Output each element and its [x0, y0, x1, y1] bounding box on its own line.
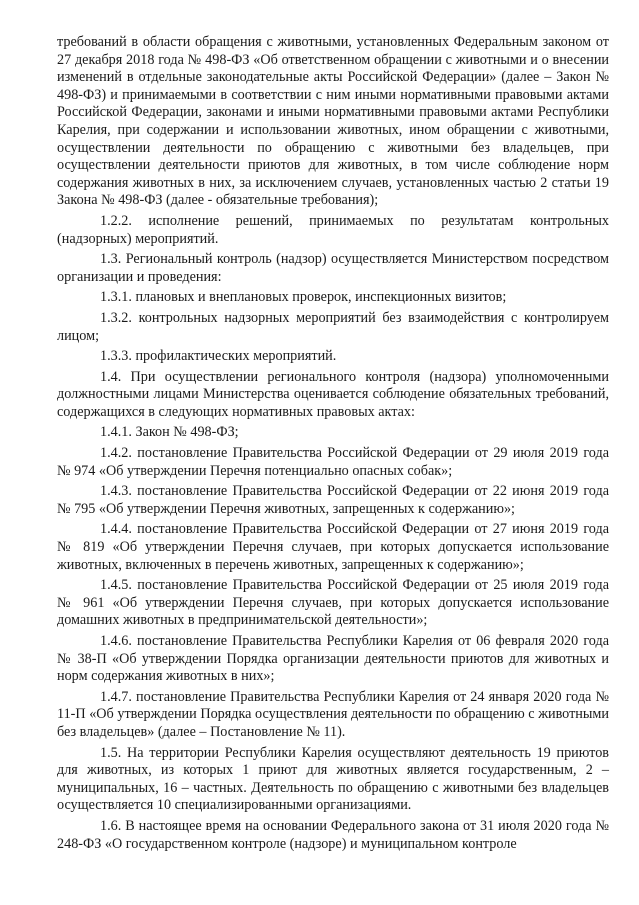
paragraph-obligatory-requirements: требований в области обращения с животными, установленных Федеральным законом от 27 декабря 2018 года № 498-ФЗ «Об ответственном обращении с животными и о внесении изменений в отдельные законодательные акты Российской Федерации» (далее – Закон № 498-ФЗ) и принимаемыми в соответствии с ним иными нормативными правовыми актами Российской Федерации, законами и иными нормативными правовыми актами Республики Карелия, при содержании и использовании животных, ином обращении с животными, осуществлении деятельности по обращению с животными без владельцев, при осуществлении деятельности приютов для животных, в том числе соблюдение норм содержания животных в них, за исключением случаев, установленных частью 2 статьи 19 Закона № 498-ФЗ (далее - обязательные требования); — [57, 34, 609, 209]
paragraph-1-4: 1.4. При осуществлении регионального контроля (надзора) уполномоченными должностными лицами Министерства оценивается соблюдение обязательных требований, содержащихся в следующих нормативных правовых актах: — [57, 368, 609, 420]
paragraph-1-4-2: 1.4.2. постановление Правительства Российской Федерации от 29 июля 2019 года № 974 «Об утверждении Перечня потенциально опасных собак»; — [57, 445, 609, 479]
paragraph-1-6: 1.6. В настоящее время на основании Федерального закона от 31 июля 2020 года № 248-ФЗ «О государственном контроле (надзоре) и муниципальном контроле — [57, 817, 609, 852]
paragraph-1-3: 1.3. Региональный контроль (надзор) осуществляется Министерством посредством организации и проведения: — [57, 251, 609, 285]
paragraph-1-4-3: 1.4.3. постановление Правительства Российской Федерации от 22 июня 2019 года № 795 «Об утверждении Перечня животных, запрещенных к содержанию»; — [57, 483, 609, 517]
paragraph-1-4-7: 1.4.7. постановление Правительства Республики Карелия от 24 января 2020 года № 11-П «Об утверждении Порядка осуществления деятельности по обращению с животными без владельцев» (далее – Постановление № 11). — [57, 688, 609, 740]
paragraph-1-5: 1.5. На территории Республики Карелия осуществляют деятельность 19 приютов для животных, из которых 1 приют для животных является государственным, 2 – муниципальных, 16 – частных. Деятельность по обращению с животными без владельцев осуществляется 10 специализированными организациями. — [57, 744, 609, 814]
paragraph-1-3-3: 1.3.3. профилактических мероприятий. — [100, 348, 337, 365]
paragraph-1-2-2: 1.2.2. исполнение решений, принимаемых по результатам контрольных (надзорных) мероприятий. — [57, 212, 609, 247]
paragraph-1-4-6: 1.4.6. постановление Правительства Республики Карелия от 06 февраля 2020 года № 38-П «Об утверждении Порядка организации деятельности приютов для животных и норм содержания животных в них»; — [57, 633, 609, 685]
paragraph-1-4-5: 1.4.5. постановление Правительства Российской Федерации от 25 июля 2019 года № 961 «Об утверждении Перечня случаев, при которых допускается использование домашних животных в предпринимательской деятельности»; — [57, 577, 609, 629]
paragraph-1-4-4: 1.4.4. постановление Правительства Российской Федерации от 27 июня 2019 года № 819 «Об утверждении Перечня случаев, при которых допускается использование животных, включенных в перечень животных, запрещенных к содержанию»; — [57, 521, 609, 573]
paragraph-1-4-1: 1.4.1. Закон № 498-ФЗ; — [100, 424, 239, 441]
paragraph-1-3-1: 1.3.1. плановых и внеплановых проверок, инспекционных визитов; — [100, 289, 507, 306]
paragraph-1-3-2: 1.3.2. контрольных надзорных мероприятий без взаимодействия с контролируем лицом; — [57, 309, 609, 344]
